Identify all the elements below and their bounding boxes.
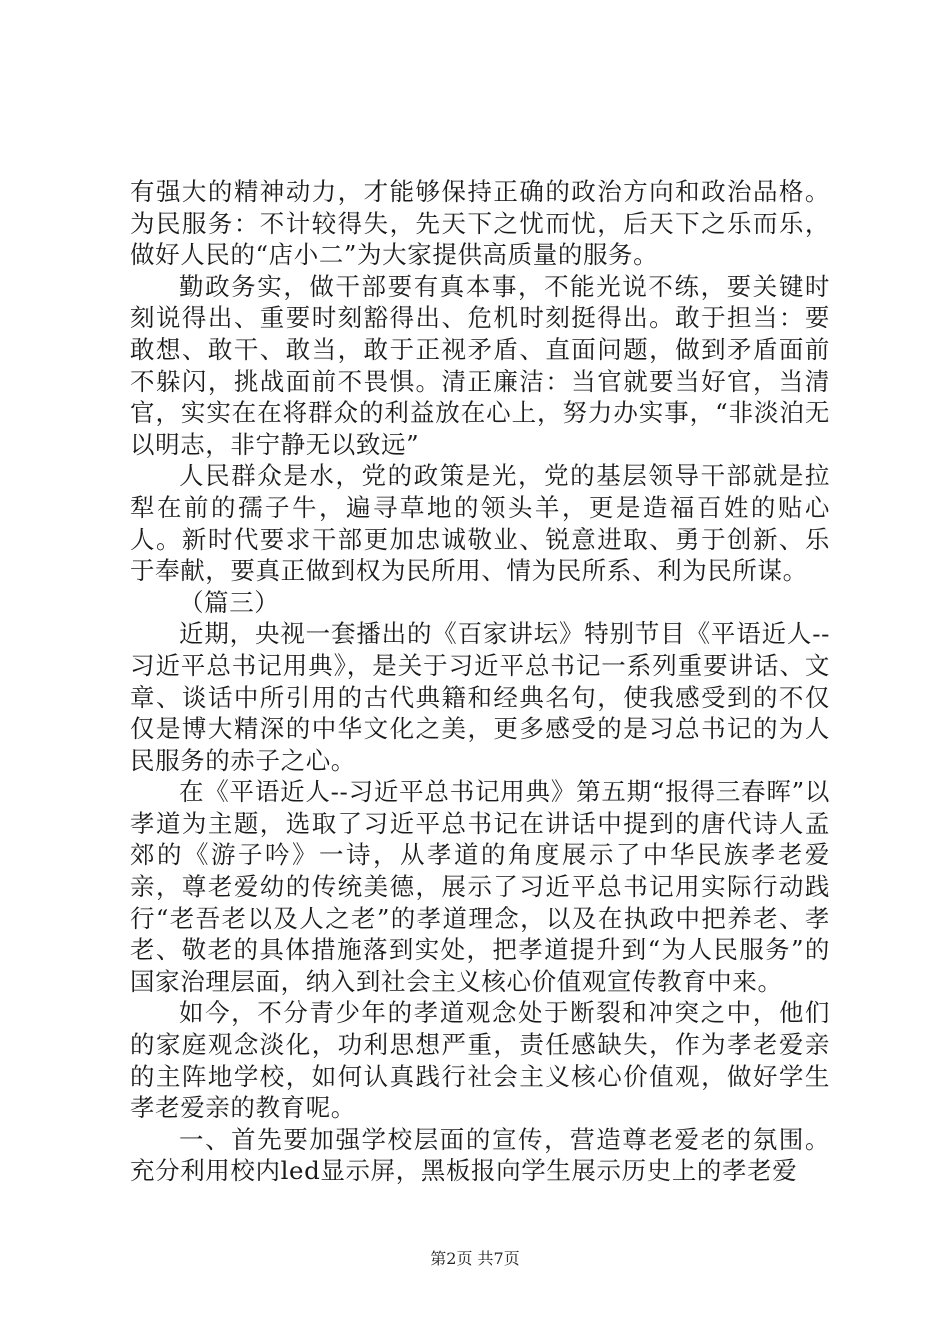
paragraph: 人民群众是水，党的政策是光，党的基层领导干部就是拉犁在前的孺子牛，遍寻草地的领头羊，更是造福百姓的贴心人。新时代要求干部更加忠诚敬业、锐意进取、勇于创新、乐于奉献，要真正做到权为民所用、情为民所系、利为民所谋。 — [130, 461, 830, 586]
paragraph: 如今，不分青少年的孝道观念处于断裂和冲突之中，他们的家庭观念淡化，功利思想严重，责任感缺失，作为孝老爱亲的主阵地学校，如何认真践行社会主义核心价值观，做好学生孝老爱亲的教育呢。 — [130, 998, 830, 1123]
page-number-footer: 第2页 共7页 — [430, 1249, 520, 1268]
paragraph: 勤政务实，做干部要有真本事，不能光说不练，要关键时刻说得出、重要时刻豁得出、危机时刻挺得出。敢于担当：要敢想、敢干、敢当，敢于正视矛盾、直面问题，做到矛盾面前不躲闪，挑战面前不畏惧。清正廉洁：当官就要当好官，当清官，实实在在将群众的利益放在心上，努力办实事，“非淡泊无以明志，非宁静无以致远” — [130, 271, 830, 459]
section-heading: （篇三） — [179, 587, 280, 617]
document-body — [130, 176, 830, 1187]
paragraph: 一、首先要加强学校层面的宣传，营造尊老爱老的氛围。充分利用校内led显示屏，黑板报向学生展示历史上的孝老爱 — [130, 1124, 830, 1186]
paragraph: 近期，央视一套播出的《百家讲坛》特别节目《平语近人--习近平总书记用典》，是关于习近平总书记一系列重要讲话、文章、谈话中所引用的古代典籍和经典名句，使我感受到的不仅仅是博大精深的中华文化之美，更多感受的是习总书记的为人民服务的赤子之心。 — [130, 619, 830, 775]
paragraph: 有强大的精神动力，才能够保持正确的政治方向和政治品格。为民服务：不计较得失，先天下之忧而忧，后天下之乐而乐，做好人民的“店小二”为大家提供高质量的服务。 — [130, 177, 830, 270]
paragraph: 在《平语近人--习近平总书记用典》第五期“报得三春晖”以孝道为主题，选取了习近平总书记在讲话中提到的唐代诗人孟郊的《游子吟》一诗，从孝道的角度展示了中华民族孝老爱亲，尊老爱幼的传统美德，展示了习近平总书记用实际行动践行“老吾老以及人之老”的孝道理念，以及在执政中把养老、孝老、敬老的具体措施落到实处，把孝道提升到“为人民服务”的国家治理层面，纳入到社会主义核心价值观宣传教育中来。 — [130, 777, 830, 996]
